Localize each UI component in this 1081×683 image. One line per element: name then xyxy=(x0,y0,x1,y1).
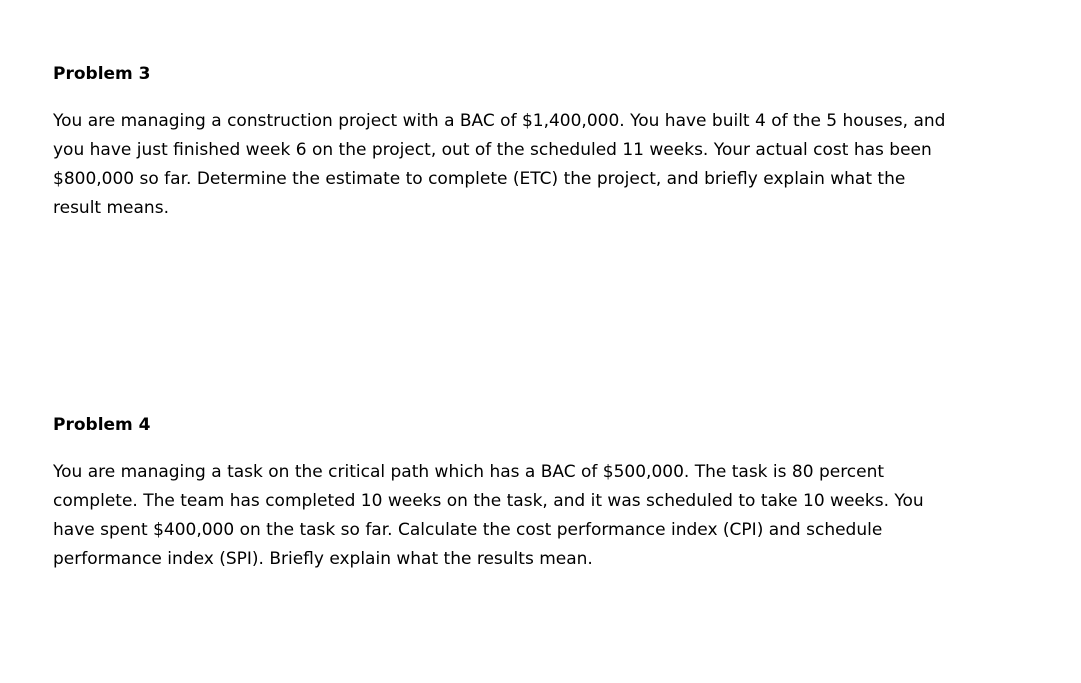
problem-4-section xyxy=(53,413,1013,574)
problem-3-line-4: result means. xyxy=(53,198,169,218)
problem-3-section xyxy=(53,62,1013,223)
problem-3-heading: Problem 3 xyxy=(53,64,151,84)
problem-3-line-2: you have just finished week 6 on the project, out of the scheduled 11 weeks. Your actual cost has been xyxy=(53,140,932,160)
problem-4-line-3: have spent $400,000 on the task so far. Calculate the cost performance index (CPI) and schedule xyxy=(53,520,883,540)
problem-4-line-2: complete. The team has completed 10 weeks on the task, and it was scheduled to take 10 weeks. You xyxy=(53,491,924,511)
problem-4-line-4: performance index (SPI). Briefly explain what the results mean. xyxy=(53,549,593,569)
problem-3-text xyxy=(53,107,1013,223)
problem-4-heading: Problem 4 xyxy=(53,415,151,435)
problem-3-line-1: You are managing a construction project with a BAC of $1,400,000. You have built 4 of the 5 houses, and xyxy=(53,111,946,131)
problem-3-line-3: $800,000 so far. Determine the estimate to complete (ETC) the project, and briefly explain what the xyxy=(53,169,906,189)
problem-4-text xyxy=(53,458,1013,574)
problem-4-line-1: You are managing a task on the critical path which has a BAC of $500,000. The task is 80 percent xyxy=(53,462,885,482)
